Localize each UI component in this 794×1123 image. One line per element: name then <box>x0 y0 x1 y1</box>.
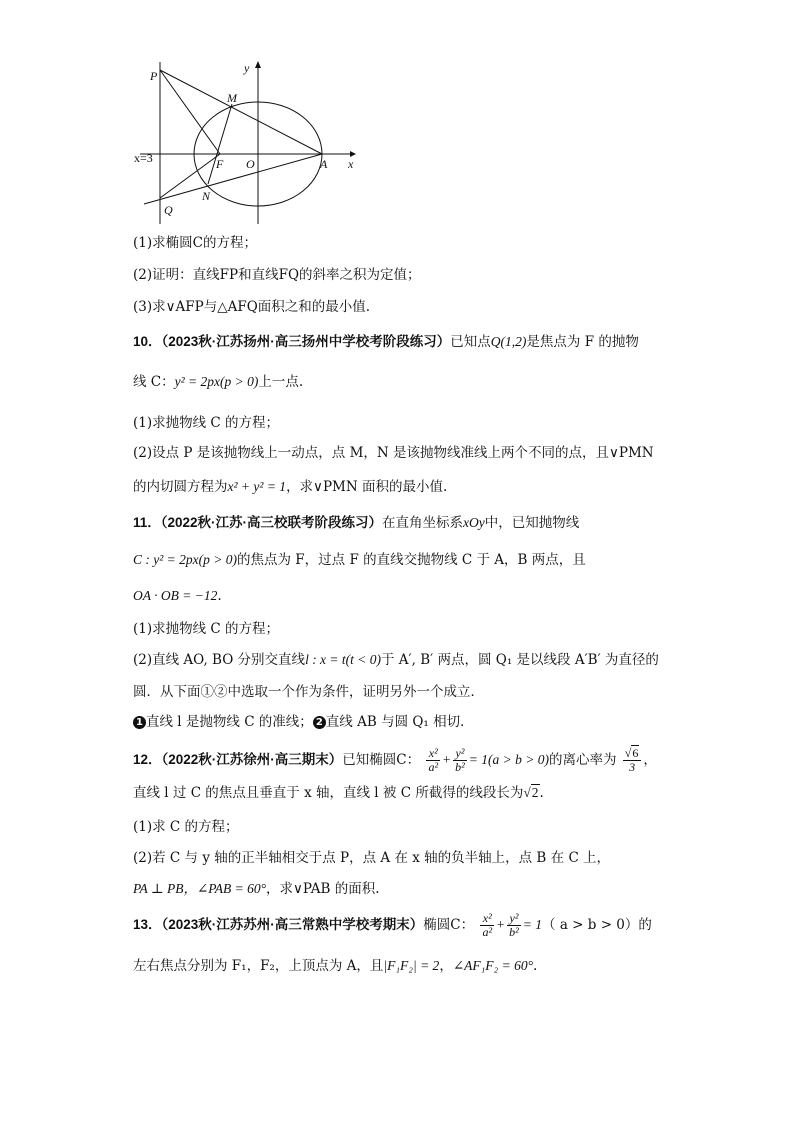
line-PF <box>160 70 220 154</box>
label-x3: x=3 <box>134 151 153 165</box>
q10-line2: 线 C：y² = 2px(p > 0)上一点. <box>133 374 304 390</box>
q12-part2b: PA ⊥ PB，∠PAB = 60°，求∨PAB 的面积. <box>133 881 380 897</box>
circle-equation: x² + y² = 1 <box>227 479 287 494</box>
q11-part2a: (2)直线 AO, BO 分别交直线l : x = t(t < 0)于 A′, B′ 两点，圆 Q₁ 是以线段 A′B′ 为直径的 <box>133 652 659 668</box>
label-P: P <box>150 69 158 83</box>
q12-line1: 12．（2022秋·江苏徐州·高三期末）已知椭圆C： $\frac{\text{x²}}{\text{a²}}$ + $\frac{\text{y²}}{\text{b²}}$ = 1(a > b > 0)的离心率为 $\frac{√6}{3}$ ， <box>133 746 657 774</box>
q11-heading: 11．（2022秋·江苏·高三校联考阶段练习） <box>133 515 383 530</box>
q12-heading: 12．（2022秋·江苏徐州·高三期末） <box>133 752 343 767</box>
q10-heading: 10．（2023秋·江苏扬州·高三扬州中学校考阶段练习） <box>133 334 451 349</box>
label-O: O <box>246 157 255 171</box>
eccentricity: $\frac{√6}{3}$ <box>623 747 642 774</box>
line-PA <box>160 70 322 154</box>
q10-line1: 10．（2023秋·江苏扬州·高三扬州中学校考阶段练习）已知点Q(1,2)是焦点为 F 的抛物 <box>133 334 639 350</box>
q10-part2a: (2)设点 P 是该抛物线上一动点，点 M，N 是该抛物线准线上两个不同的点，且∨PMN <box>133 445 654 461</box>
q11-part2b: 圆．从下面①②中选取一个作为条件，证明另外一个成立． <box>133 684 484 700</box>
label-Q: Q <box>164 203 173 217</box>
q10-part1: (1)求抛物线 C 的方程； <box>133 415 280 431</box>
label-M: M <box>227 91 237 105</box>
q10-part2b: 的内切圆方程为x² + y² = 1，求∨PMN 面积的最小值. <box>133 479 448 495</box>
q11-part1: (1)求抛物线 C 的方程； <box>133 621 280 637</box>
q11-line2: C : y² = 2px(p > 0)的焦点为 F，过点 F 的直线交抛物线 C 于 A，B 两点，且 <box>133 552 586 568</box>
q13-line1: 13．（2023秋·江苏苏州·高三常熟中学校考期末）椭圆C： $\frac{\text{x²}}{\text{a²}}$ + $\frac{\text{y²}}{\text{b²}}$ = 1（ a > b > 0）的 <box>133 911 652 939</box>
label-N: N <box>202 189 211 203</box>
q9-part1: (1)求椭圆C的方程； <box>133 235 257 251</box>
circled-number-2: 2 <box>313 716 326 729</box>
geometry-figure <box>130 58 370 228</box>
q13-heading: 13．（2023秋·江苏苏州·高三常熟中学校考期末） <box>133 917 424 932</box>
y-axis-arrow <box>255 61 261 68</box>
circled-number-1: 1 <box>133 716 146 729</box>
label-x: x <box>348 157 354 171</box>
q9-part3: (3)求∨AFP与△AFQ面积之和的最小值. <box>133 299 371 315</box>
dot-product: OA · OB = −12 <box>133 588 218 603</box>
label-y: y <box>244 61 250 75</box>
q9-part2: (2)证明：直线FP和直线FQ的斜率之积为定值； <box>133 267 421 283</box>
label-A: A <box>320 157 328 171</box>
line-MN <box>208 104 232 184</box>
q13-line2: 左右焦点分别为 F₁，F₂，上顶点为 A，且|F₁F₂| = 2，∠AF₁F₂ = 60°. <box>133 958 538 974</box>
q11-line1: 11．（2022秋·江苏·高三校联考阶段练习）在直角坐标系xOy中，已知抛物线 <box>133 515 580 531</box>
parabola-equation: y² = 2px(p > 0) <box>174 374 259 389</box>
q12-part2a: (2)若 C 与 y 轴的正半轴相交于点 P，点 A 在 x 轴的负半轴上，点 B 在 C 上， <box>133 850 611 866</box>
q11-conditions: 1 直线 l 是抛物线 C 的准线； 2 直线 AB 与圆 Q₁ 相切． <box>133 712 474 732</box>
q12-part1: (1)求 C 的方程； <box>133 819 239 835</box>
label-F: F <box>216 157 224 171</box>
q12-line2: 直线 l 过 C 的焦点且垂直于 x 轴，直线 l 被 C 所截得的线段长为√2. <box>133 785 544 801</box>
q11-line3: OA · OB = −12. <box>133 588 222 604</box>
